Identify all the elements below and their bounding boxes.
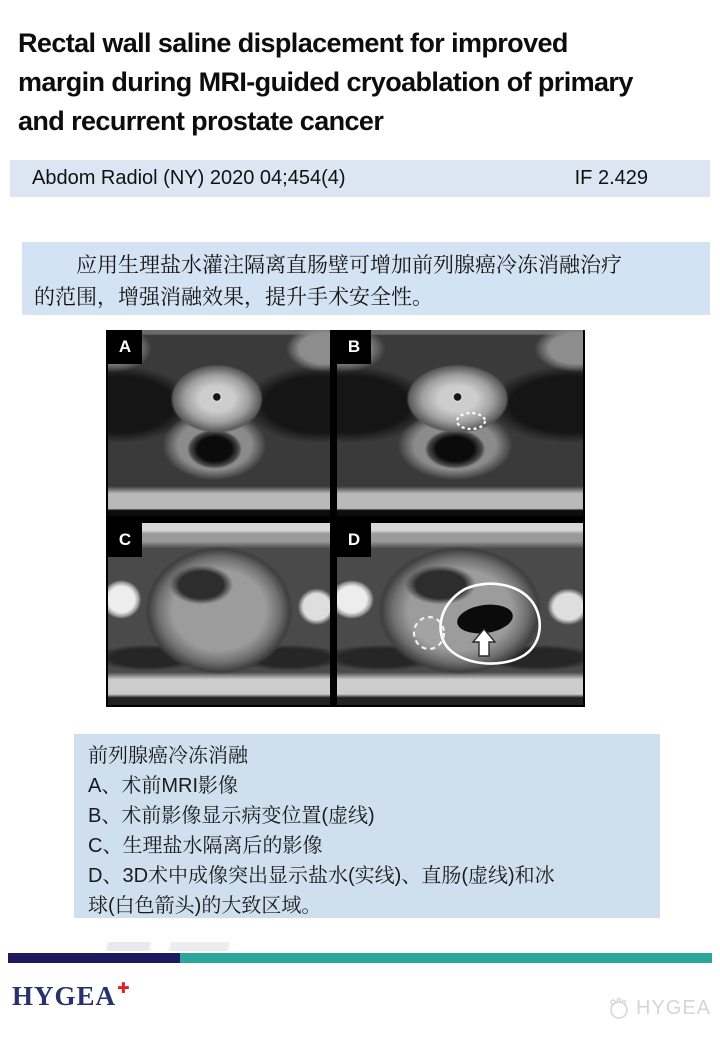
footer-navy-bar [8, 953, 180, 963]
caption-line-2: A、术前MRI影像 [88, 775, 238, 797]
summary-line-1: 应用生理盐水灌注隔离直肠壁可增加前列腺癌冷冻消融治疗 [76, 254, 622, 277]
journal-bar [10, 160, 710, 197]
panel-label-d: D [337, 523, 371, 557]
lesion-dashed-ellipse [457, 413, 485, 429]
hygea-watermark-icon [606, 995, 632, 1021]
title-line-1: Rectal wall saline displacement for improved [18, 28, 568, 58]
title-line-2: margin during MRI-guided cryoablation of primary [18, 67, 633, 97]
mri-panel-b [337, 330, 583, 516]
title-line-3: and recurrent prostate cancer [18, 106, 384, 136]
mri-panel-d [337, 523, 583, 705]
panel-label-a: A [108, 330, 142, 364]
caption-line-4: C、生理盐水隔离后的影像 [88, 835, 323, 857]
caption-line-5: D、3D术中成像突出显示盐水(实线)、直肠(虚线)和冰 [88, 865, 555, 887]
panel-label-b: B [337, 330, 371, 364]
caption-line-1: 前列腺癌冷冻消融 [88, 745, 248, 767]
summary-line-2: 的范围，增强消融效果，提升手术安全性。 [34, 286, 433, 309]
hygea-watermark [606, 995, 711, 1021]
footer-teal-bar [180, 953, 712, 963]
hygea-logo [12, 979, 130, 1012]
journal-citation: Abdom Radiol (NY) 2020 04;454(4) [32, 167, 346, 189]
footer-swoosh-decoration [90, 942, 285, 951]
hygea-logo-text: HYGEA [12, 981, 117, 1011]
caption-line-6: 球(白色箭头)的大致区域。 [88, 895, 322, 917]
lesion-annotation-overlay [337, 330, 583, 516]
watermark-label: HYGEA [636, 996, 712, 1019]
mri-figure [106, 330, 585, 707]
caption-box [74, 734, 660, 918]
impact-factor: IF 2.429 [574, 167, 648, 189]
panel-label-c: C [108, 523, 142, 557]
red-cross-icon: ✚ [117, 979, 130, 997]
page-title [18, 24, 712, 141]
mri-panel-a [108, 330, 330, 516]
mri-panel-c [108, 523, 330, 705]
rectum-dashed-outline [414, 617, 444, 649]
summary-box [22, 242, 710, 315]
saline-rectum-iceball-overlay [337, 523, 583, 705]
caption-line-3: B、术前影像显示病变位置(虚线) [88, 805, 375, 827]
